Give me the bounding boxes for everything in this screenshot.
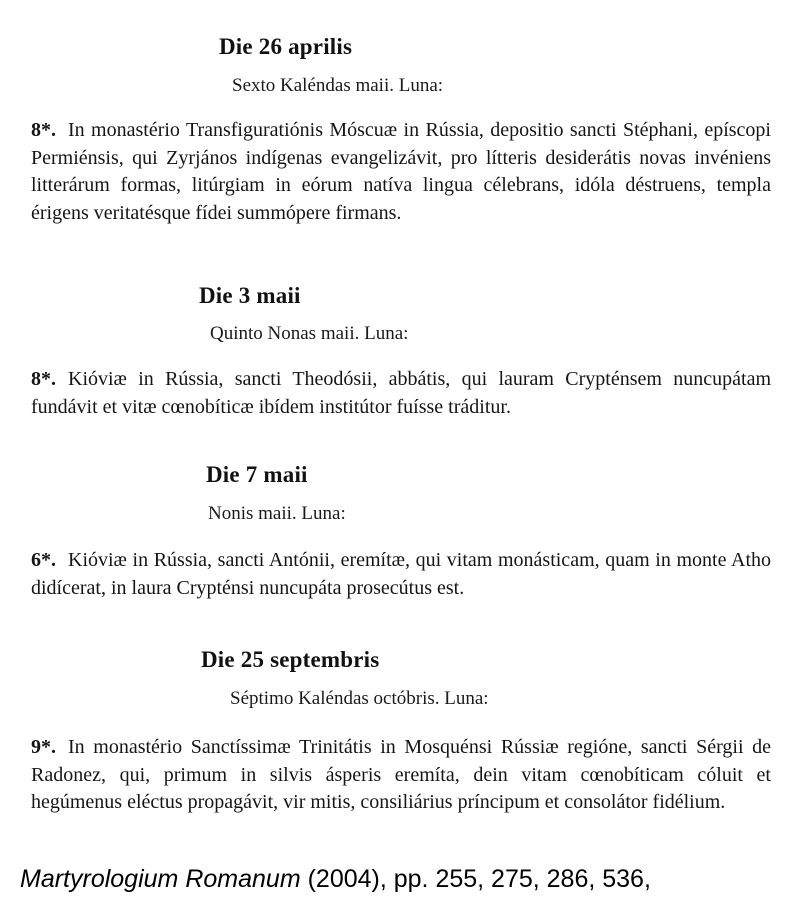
- entry-text: [31, 366, 771, 421]
- entry-dateline: Séptimo Kaléndas octóbris. Luna:: [230, 688, 489, 709]
- entry-heading: Die 25 septembris: [201, 647, 380, 672]
- entry-heading: Die 3 maii: [199, 283, 301, 308]
- entry-body: In monastério Sanctíssimæ Trinitátis in Mosquénsi Rússiæ regióne, sancti Sérgii de Radonez, qui, primum in silvis ásperis eremíta, dein vitam cœnobíticam cóluit et hegúmenus eléctus propagávit, vir mitis, consiliárius príncipum et consolátor fidélium.: [31, 736, 771, 813]
- entry-heading: Die 7 maii: [206, 462, 308, 487]
- entry-text: [31, 117, 771, 227]
- entry-heading: Die 26 aprilis: [219, 34, 353, 59]
- entry-text: [31, 547, 771, 602]
- entry-body: In monastério Transfiguratiónis Móscuæ in Rússia, depositio sancti Stéphani, epíscopi Permiénsis, qui Zyrjános indígenas evangelizávit, pro lítteris desiderátis novas invéniens litterárum formas, litúrgiam in eórum natíva lingua célebrans, idóla déstruens, templa érigens veritatésque fídei summópere firmans.: [31, 119, 771, 224]
- entry-dateline: Quinto Nonas maii. Luna:: [210, 323, 409, 344]
- entry-number: 6*.: [31, 549, 56, 571]
- caption-title: Martyrologium Romanum: [20, 865, 301, 893]
- entry-body: Kióviæ in Rússia, sancti Antónii, eremítæ, qui vitam monásticam, quam in monte Atho didícerat, in laura Crypténsi nuncupáta prosecútus est.: [31, 549, 771, 599]
- source-caption: [20, 865, 800, 894]
- entry-body: Kióviæ in Rússia, sancti Theodósii, abbátis, qui lauram Crypténsem nuncupátam fundávit et vitæ cœnobíticæ ibídem institútor fuísse tráditur.: [31, 368, 771, 418]
- entry-dateline: Nonis maii. Luna:: [208, 503, 346, 524]
- entry-number: 9*.: [31, 736, 56, 758]
- entry-number: 8*.: [31, 119, 56, 141]
- caption-rest: (2004), pp. 255, 275, 286, 536,: [300, 865, 651, 893]
- entry-text: [31, 734, 771, 817]
- entry-dateline: Sexto Kaléndas maii. Luna:: [232, 75, 444, 96]
- entry-number: 8*.: [31, 368, 56, 390]
